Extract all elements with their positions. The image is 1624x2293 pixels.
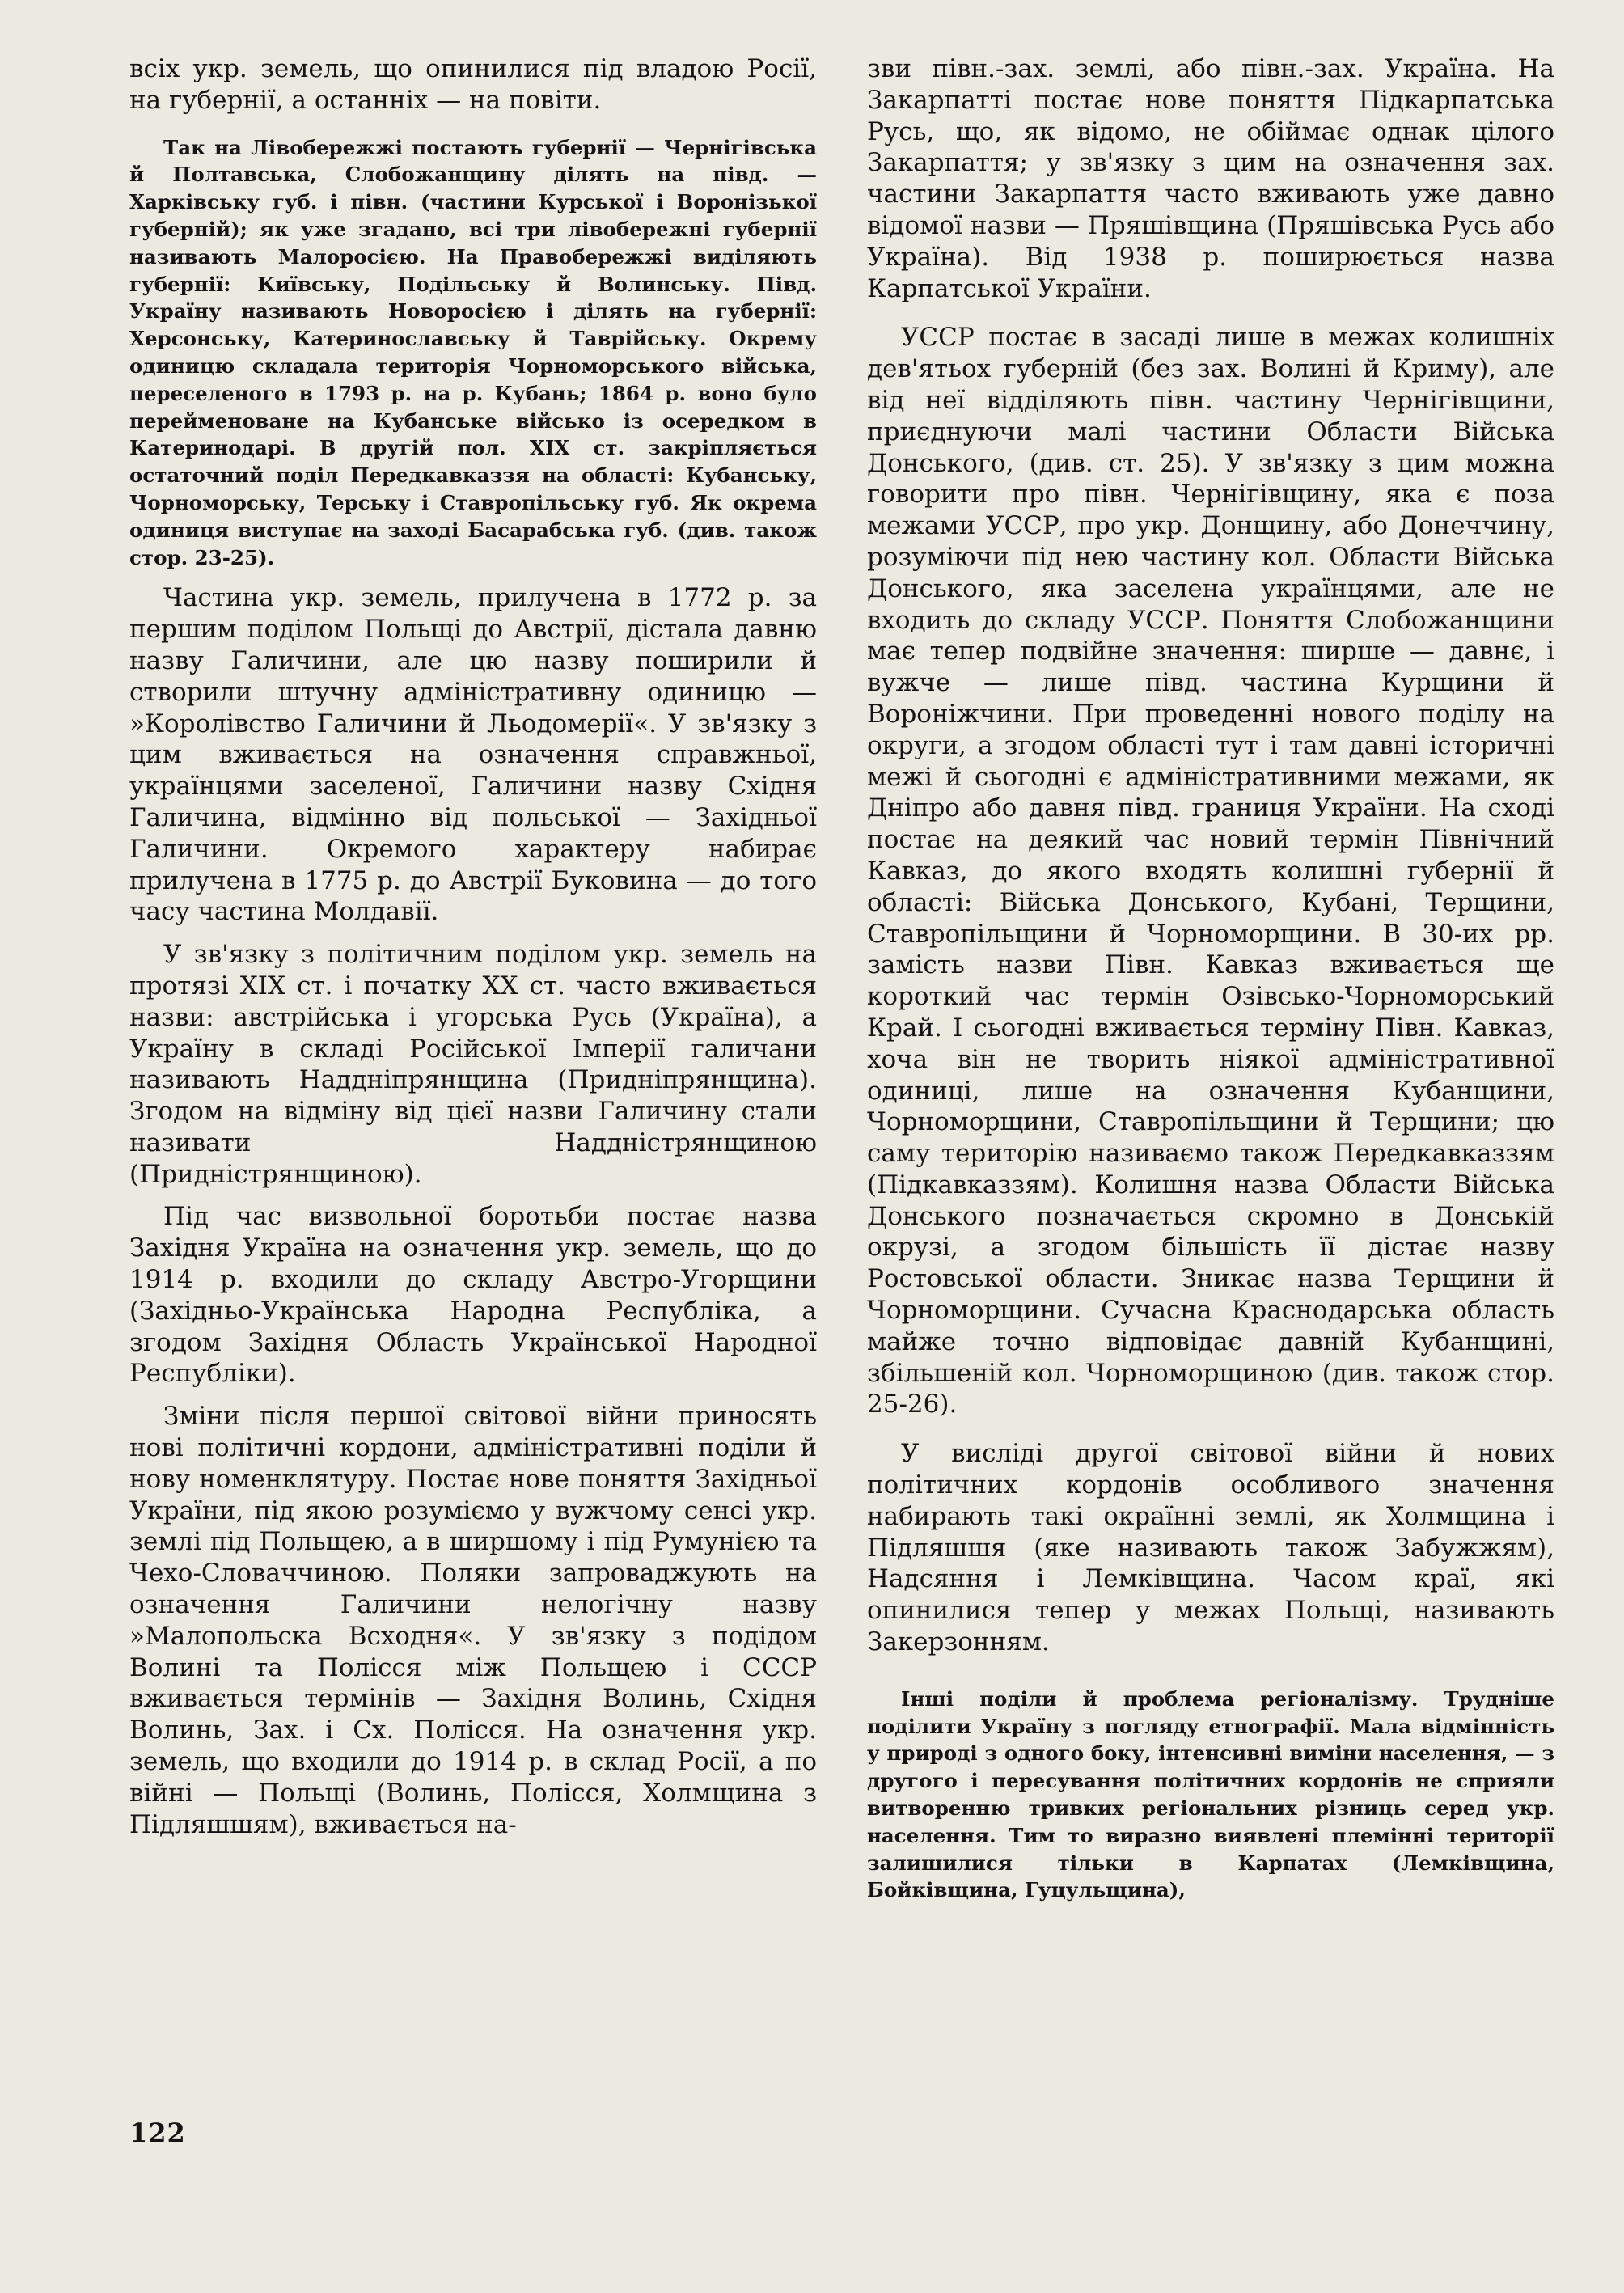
right-column: [867, 53, 1554, 1904]
small-print-paragraph: Так на Лівобережжі постають губернії — Чернігівська й Полтавська, Слобожанщину ділять на півд. — Харківську губ. і півн. (частини Курської і Воронізької губерній); як уже згадано, всі три лівобережні губернії називають Малоросією. На Правобережжі виділяють губернії: Київську, Подільську й Волинську. Півд. Україну називають Новоросією і ділять на губернії: Херсонську, Катеринославську й Таврійську. Окрему одиницю складала територія Чорноморського війська, переселеного в 1793 р. на р. Кубань; 1864 р. воно було перейменоване на Кубанське військо із осередком в Катеринодарі. В другій пол. XIX ст. закріпляється остаточний поділ Передкавказзя на області: Кубанську, Чорноморську, Терську і Ставропільську губ. Як окрема одиниця виступає на заході Басарабська губ. (див. також стор. 23-25).: [129, 135, 817, 569]
page-number: 122: [129, 2117, 186, 2148]
paragraph-continued: всіх укр. земель, що опинилися під владою Росії, на губернії, а останніх — на повіти.: [129, 54, 817, 115]
section-text: Труднiше поділити Україну з погляду етнографії. Мала відмінність у природі з одного боку, інтенсивні виміни населення, — з другого і пересування політичних кордонів не сприяли витворенню тривких регіональних різниць серед укр. населення. Тим то виразно виявлені племінні території залишилися тільки в Карпатах (Лемківщина, Бойківщина, Гуцульщина),: [867, 1686, 1555, 1902]
paragraph-continued-right: зви півн.-зах. землі, або півн.-зах. Україна. На Закарпатті постає нове поняття Підкарпатська Русь, що, як відомо, не обіймає однак цілого Закарпаття; у зв'язку з цим на означення зах. частини Закарпаття часто вживають уже давно відомої назви — Пряшівщина (Пряшівська Русь або Україна). Від 1938 р. поширюється назва Карпатської України.: [867, 54, 1554, 303]
paragraph-ussr: УССР постає в засаді лише в межах колишніх дев'ятьох губерній (без зах. Волині й Криму), але від неї відділяють півн. частину Чернігівщини, приєднуючи малі частини Области Війська Донського, (див. ст. 25). У зв'язку з цим можна говорити про півн. Чернігівщину, яка є поза межами УССР, про укр. Донщину, або Донеччину, розуміючи під нею частину кол. Области Війська Донського, яка заселена українцями, але не входить до складу УССР. Поняття Слобожанщини має тепер подвійне значення: ширше — давнє, і вужче — лише півд. частина Курщини й Вороніжчини. При проведенні нового поділу на округи, а згодом області тут і там давні історичні межі й сьогодні є адміністративними межами, як Дніпро або давня півд. границя України. На сході постає на деякий час новий термін Північний Кавказ, до якого входять колишні губернії й області: Війська Донського, Кубані, Терщини, Ставропільщини й Чорноморщини. В 30-их рр. замість назви Півн. Кавказ вживається ще короткий час термін Озівсько-Чорноморський Край. І сьогодні вживається терміну Півн. Кавказ, хоча він не творить ніякої адміністративної одиниці, лише на означення Кубанщини, Чорноморщини, Ставропільщини й Терщини; цю саму територію називаємо також Передкавказзям (Підкавказзям). Колишня назва Области Війська Донського позначається скромно в Донській окрузі, а згодом більшість її дістає назву Ростовської области. Зникає назва Терщини й Чорноморщини. Сучасна Краснодарська область майже точно відповідає давній Кубанщині, збільшеній кол. Чорноморщиною (див. також стор. 25-26).: [867, 323, 1554, 1419]
section-heading: Інші поділи й проблема регіоналізму.: [901, 1686, 1419, 1711]
left-column: [129, 53, 817, 1840]
scan-marks: [49, 15, 1585, 23]
paragraph-second-world-war: У висліді другої світової війни й нових політичних кордонів особливого значення набирають такі окраїнні землі, як Холмщина і Підляшшя (яке називають також Забужжям), Надсяння і Лемківщина. Часом краї, які опинилися тепер у межах Польщі, називають Закерзонням.: [867, 1439, 1554, 1657]
paragraph-post-war-changes: Зміни після першої світової війни приносять нові політичні кордони, адміністративні поділи й нову номенклятуру. Постає нове поняття Західньої України, під якою розуміємо у вужчому сенсі укр. землі під Польщею, а в ширшому і під Румунією та Чехо-Словаччиною. Поляки запроваджують на означення Галичини нелогічну назву »Малопольска Всходня«. У зв'язку з подідом Волині та Полісся між Польщею і СССР вживається термінів — Західня Волинь, Східня Волинь, Зах. і Сх. Полісся. На означення укр. земель, що входили до 1914 р. в склад Росії, а по війні — Польщі (Волинь, Полісся, Холмщина з Підляшшям), вживається на-: [129, 1402, 817, 1839]
paragraph-political-division: У зв'язку з політичним поділом укр. земель на протязі XIX ст. і початку XX ст. часто вживається назви: австрійська і угорська Русь (Україна), а Україну в складі Російської Імперії галичани називають Наддніпрянщина (Придніпрянщина). Згодом на відміну від цієї назви Галичину стали називати Наддністрянщиною (Придністрянщиною).: [129, 940, 817, 1189]
paragraph-galicia: Частина укр. земель, прилучена в 1772 р. за першим поділом Польщі до Австрії, дістала давню назву Галичини, але цю назву поширили й створили штучну адміністративну одиницю — »Королівство Галичини й Льодомерії«. У зв'язку з цим вживається на означення справжньої, українцями заселеної, Галичини назву Східня Галичина, відмінно від польської — Західньої Галичини. Окремого характеру набирає прилучена в 1775 р. до Австрії Буковина — до того часу частина Молдавії.: [129, 583, 817, 927]
small-print-regionalism: [867, 1686, 1554, 1904]
paragraph-liberation-struggle: Під час визвольної боротьби постає назва Західня Україна на означення укр. земель, що до 1914 р. входили до складу Австро-Угорщини (Західньо-Українська Народна Республіка, а згодом Західня Область Української Народної Республіки).: [129, 1202, 817, 1389]
